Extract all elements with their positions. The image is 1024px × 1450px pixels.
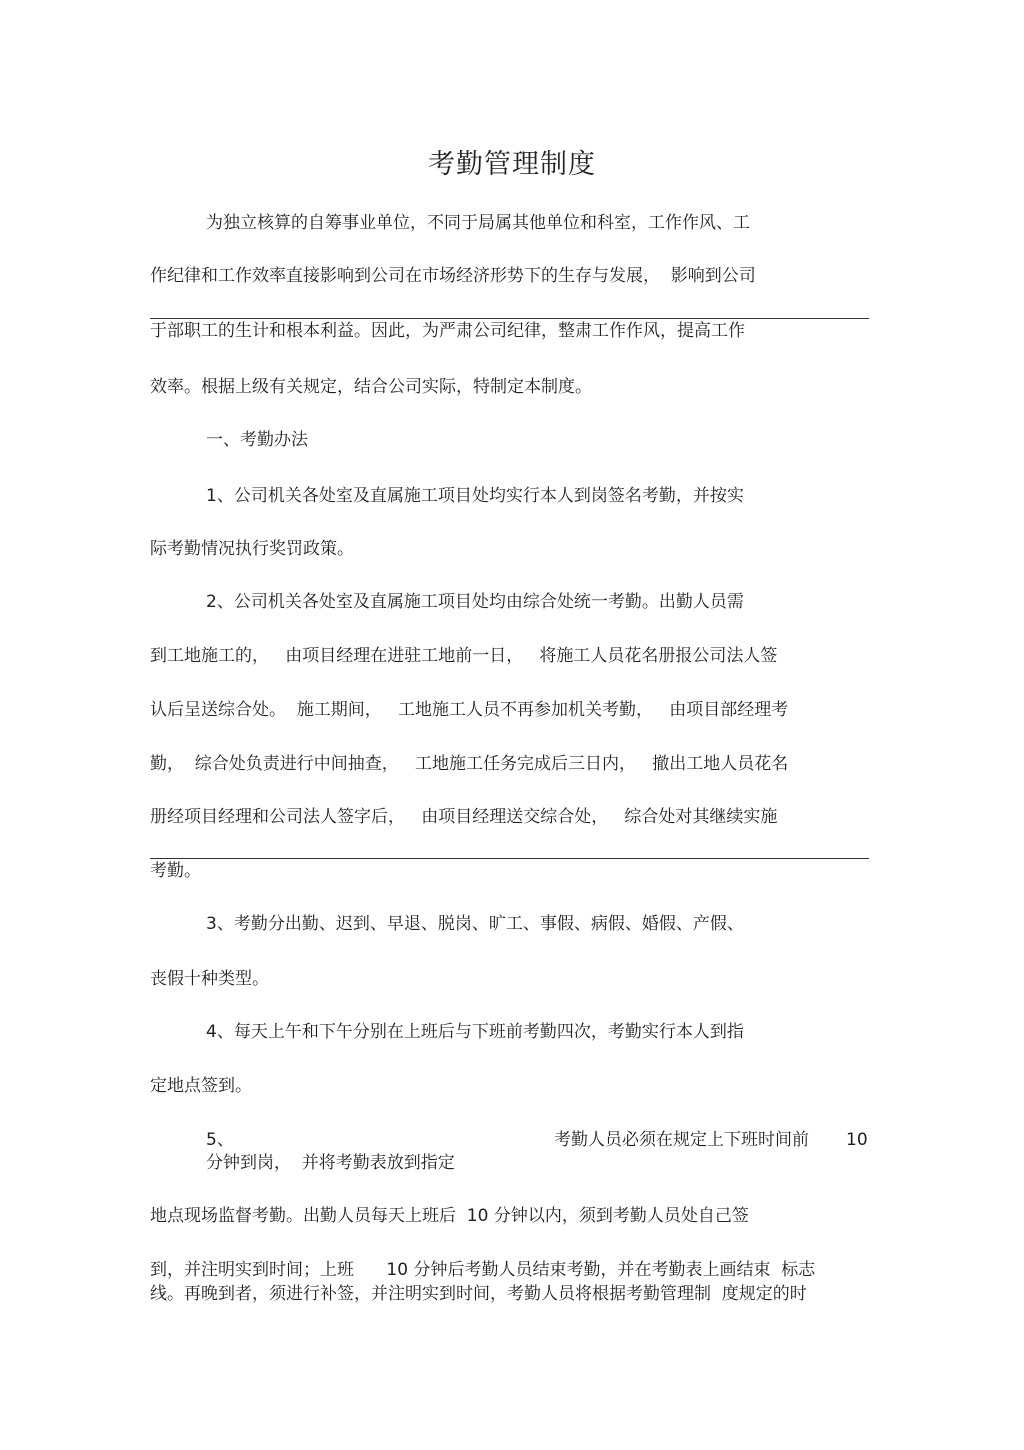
horizontal-rule [150, 318, 869, 319]
paragraph-line: 效率。根据上级有关规定，结合公司实际，特制定本制度。 [150, 377, 592, 397]
paragraph-line: 10 [846, 1130, 868, 1150]
paragraph-line: 到，并注明实到时间；上班 10 分钟后考勤人员结束考勤，并在考勤表上画结束 标志 [150, 1260, 816, 1280]
paragraph-line: 际考勤情况执行奖罚政策。 [150, 539, 354, 559]
paragraph-line: 4、每天上午和下午分别在上班后与下班前考勤四次，考勤实行本人到指 [206, 1022, 744, 1042]
paragraph-line: 1、公司机关各处室及直属施工项目处均实行本人到岗签名考勤，并按实 [206, 486, 744, 506]
section-heading: 一、考勤办法 [206, 430, 308, 450]
paragraph-line: 考勤。 [150, 861, 201, 881]
horizontal-rule [150, 858, 869, 859]
paragraph-line: 作纪律和工作效率直接影响到公司在市场经济形势下的生存与发展， 影响到公司 [150, 266, 756, 286]
paragraph-line: 2、公司机关各处室及直属施工项目处均由综合处统一考勤。出勤人员需 [206, 592, 744, 612]
paragraph-line: 于部职工的生计和根本利益。因此，为严肃公司纪律，整肃工作作风，提高工作 [150, 321, 745, 341]
paragraph-line: 线。再晚到者，须进行补签，并注明实到时间，考勤人员将根据考勤管理制 度规定的时 [150, 1284, 807, 1304]
paragraph-line: 认后呈送综合处。 施工期间， 工地施工人员不再参加机关考勤， 由项目部经理考 [150, 700, 789, 720]
paragraph-line: 册经项目经理和公司法人签字后， 由项目经理送交综合处， 综合处对其继续实施 [150, 807, 778, 827]
paragraph-line: 考勤人员必须在规定上下班时间前 [554, 1130, 809, 1150]
paragraph-line: 3、考勤分出勤、迟到、早退、脱岗、旷工、事假、病假、婚假、产假、 [206, 914, 744, 934]
paragraph-line: 为独立核算的自筹事业单位，不同于局属其他单位和科室，工作作风、工 [206, 213, 750, 233]
document-title: 考勤管理制度 [428, 149, 596, 180]
paragraph-line: 定地点签到。 [150, 1076, 252, 1096]
paragraph-line: 丧假十种类型。 [150, 969, 269, 989]
paragraph-line: 分钟到岗， 并将考勤表放到指定 [206, 1153, 455, 1173]
paragraph-line: 地点现场监督考勤。出勤人员每天上班后 10 分钟以内，须到考勤人员处自己签 [150, 1206, 749, 1226]
paragraph-line: 到工地施工的， 由项目经理在进驻工地前一日， 将施工人员花名册报公司法人签 [150, 646, 778, 666]
paragraph-line: 勤， 综合处负责进行中间抽查， 工地施工任务完成后三日内， 撤出工地人员花名 [150, 754, 789, 774]
item-number: 5、 [206, 1130, 234, 1150]
